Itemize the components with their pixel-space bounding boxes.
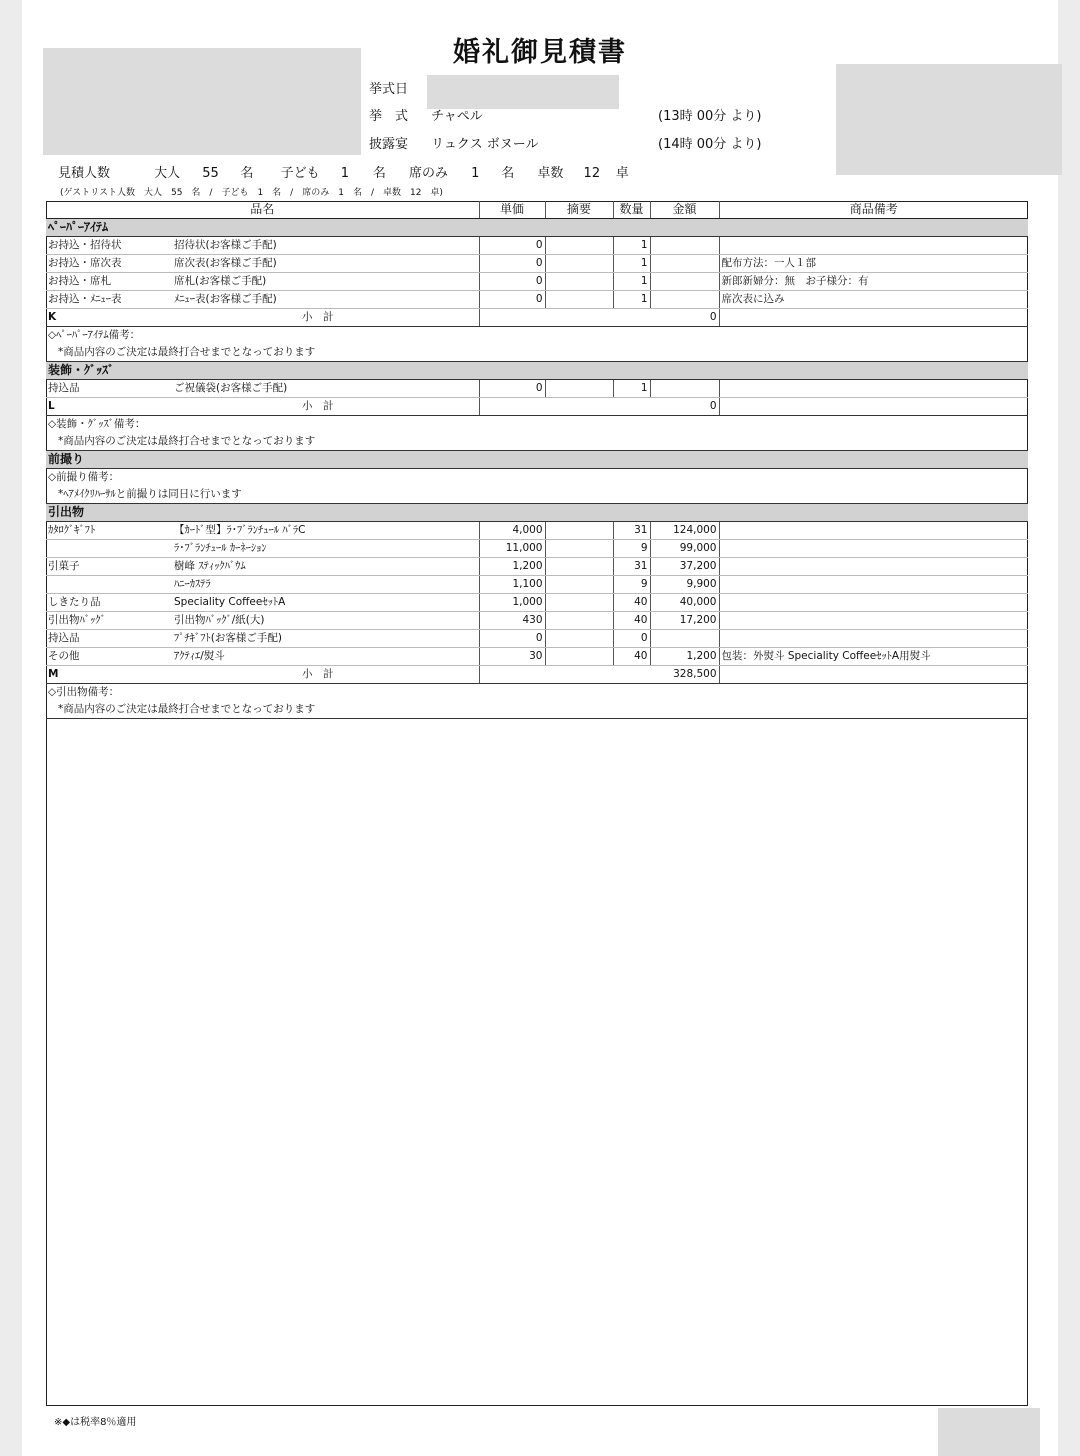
section-title: 装飾・ｸﾞｯｽﾞ bbox=[46, 362, 1028, 380]
section-note-title-row bbox=[46, 416, 1028, 434]
subtotal-note-cell bbox=[719, 309, 1028, 327]
amount-cell bbox=[650, 630, 719, 648]
item-name: 席札(お客様ご手配) bbox=[174, 275, 267, 287]
tax-footnote: ※◆は税率8％適用 bbox=[54, 1417, 137, 1428]
amount-cell bbox=[650, 255, 719, 273]
item-category: 引菓子 bbox=[48, 560, 80, 572]
subtotal-code: L bbox=[48, 400, 55, 412]
amount-cell: 40,000 bbox=[650, 594, 719, 612]
unit-price-cell: 1,200 bbox=[479, 558, 545, 576]
item-name: 席次表(お客様ご手配) bbox=[174, 257, 277, 269]
child-unit: 名 bbox=[372, 166, 386, 181]
guest-list-summary: (ゲストリスト人数 大人 55 名 / 子ども 1 名 / 席のみ 1 名 / 卓数 12 卓) bbox=[60, 188, 443, 198]
reception-time: (14時 00分 より) bbox=[658, 137, 762, 152]
item-category: ｶﾀﾛｸﾞｷﾞﾌﾄ bbox=[48, 524, 96, 536]
section-note-title-row bbox=[46, 469, 1028, 487]
product-note-cell: 新郎新婦分：無 お子様分：有 bbox=[719, 273, 1028, 291]
item-category: お持込・招待状 bbox=[48, 239, 122, 251]
item-category: 持込品 bbox=[48, 632, 80, 644]
quantity-cell: 9 bbox=[613, 576, 650, 594]
summary-cell bbox=[545, 612, 613, 630]
wedding-date-row bbox=[369, 78, 408, 97]
subtotal-row-decor bbox=[46, 398, 1028, 416]
item-category: 持込品 bbox=[48, 382, 80, 394]
subtotal-label-cell bbox=[46, 398, 479, 416]
item-name: 招待状(お客様ご手配) bbox=[174, 239, 277, 251]
section-header-paper bbox=[46, 219, 1028, 237]
subtotal-label: 小 計 bbox=[302, 400, 334, 412]
ceremony-time: (13時 00分 より) bbox=[658, 109, 762, 124]
summary-cell bbox=[545, 273, 613, 291]
reception-venue: リュクス ボヌール bbox=[431, 137, 539, 152]
col-unit-price: 単価 bbox=[479, 201, 545, 219]
item-cell bbox=[46, 558, 479, 576]
product-note-cell bbox=[719, 612, 1028, 630]
subtotal-code: M bbox=[48, 668, 59, 680]
product-note-cell bbox=[719, 576, 1028, 594]
section-note-title: ◇装飾・ｸﾞｯｽﾞ備考： bbox=[48, 418, 146, 430]
subtotal-note-cell bbox=[719, 666, 1028, 684]
item-category: その他 bbox=[48, 650, 80, 662]
table-header-row bbox=[46, 201, 1028, 219]
quantity-cell: 31 bbox=[613, 558, 650, 576]
section-note-text: *ﾍｱﾒｲｸﾘﾊｰｻﾙと前撮りは同日に行います bbox=[46, 486, 1028, 504]
amount-cell: 124,000 bbox=[650, 522, 719, 540]
item-cell bbox=[46, 594, 479, 612]
item-name: ｱｸﾃｨｴ/熨斗 bbox=[174, 650, 225, 662]
amount-cell: 1,200 bbox=[650, 648, 719, 666]
subtotal-value: 0 bbox=[479, 309, 719, 327]
product-note-cell: 包装：外熨斗 Speciality CoffeeｾｯﾄA用熨斗 bbox=[719, 648, 1028, 666]
unit-price-cell: 4,000 bbox=[479, 522, 545, 540]
table-count: 12 bbox=[583, 166, 601, 181]
ceremony-label: 挙 式 bbox=[369, 109, 409, 124]
amount-cell: 9,900 bbox=[650, 576, 719, 594]
unit-price-cell: 0 bbox=[479, 255, 545, 273]
product-note-cell bbox=[719, 540, 1028, 558]
item-cell bbox=[46, 522, 479, 540]
section-title: 引出物 bbox=[46, 504, 1028, 522]
col-product-note: 商品備考 bbox=[719, 201, 1028, 219]
col-quantity: 数量 bbox=[613, 201, 650, 219]
table-row bbox=[46, 612, 1028, 630]
seat-only-label: 席のみ bbox=[408, 166, 448, 181]
col-summary: 摘要 bbox=[545, 201, 613, 219]
section-note-text-row bbox=[46, 344, 1028, 362]
subtotal-value: 0 bbox=[479, 398, 719, 416]
unit-price-cell: 0 bbox=[479, 237, 545, 255]
unit-price-cell: 0 bbox=[479, 630, 545, 648]
item-cell bbox=[46, 630, 479, 648]
item-cell bbox=[46, 255, 479, 273]
subtotal-row-paper bbox=[46, 309, 1028, 327]
summary-cell bbox=[545, 380, 613, 398]
redacted-block-right bbox=[836, 64, 1062, 175]
estimate-table bbox=[46, 201, 1028, 719]
item-cell bbox=[46, 273, 479, 291]
table-count-label: 卓数 bbox=[537, 166, 564, 181]
table-row bbox=[46, 255, 1028, 273]
item-cell bbox=[46, 540, 479, 558]
redacted-block-footer bbox=[938, 1408, 1040, 1456]
section-note-text-row bbox=[46, 701, 1028, 719]
subtotal-label: 小 計 bbox=[302, 668, 334, 680]
amount-cell bbox=[650, 380, 719, 398]
section-title: 前撮り bbox=[46, 451, 1028, 469]
item-category: しきたり品 bbox=[48, 596, 101, 608]
item-name: ﾊﾆｰｶｽﾃﾗ bbox=[174, 578, 211, 590]
section-note-title: ◇引出物備考： bbox=[48, 686, 120, 698]
quantity-cell: 9 bbox=[613, 540, 650, 558]
unit-price-cell: 0 bbox=[479, 291, 545, 309]
subtotal-label-cell bbox=[46, 666, 479, 684]
amount-cell: 17,200 bbox=[650, 612, 719, 630]
product-note-cell bbox=[719, 558, 1028, 576]
summary-cell bbox=[545, 237, 613, 255]
seat-only-count: 1 bbox=[471, 166, 480, 181]
item-category: 引出物ﾊﾞｯｸﾞ bbox=[48, 614, 106, 626]
reception-label: 披露宴 bbox=[369, 137, 409, 152]
section-note-title: ◇ﾍﾟｰﾊﾟｰｱｲﾃﾑ備考： bbox=[48, 329, 141, 341]
summary-cell bbox=[545, 630, 613, 648]
ceremony-row bbox=[369, 105, 661, 124]
adult-label: 大人 bbox=[154, 166, 181, 181]
item-category: お持込・席札 bbox=[48, 275, 111, 287]
product-note-cell bbox=[719, 522, 1028, 540]
item-cell bbox=[46, 648, 479, 666]
product-note-cell: 配布方法：一人１部 bbox=[719, 255, 1028, 273]
adult-unit: 名 bbox=[240, 166, 254, 181]
table-row bbox=[46, 576, 1028, 594]
unit-price-cell: 430 bbox=[479, 612, 545, 630]
section-note-text-row bbox=[46, 433, 1028, 451]
guest-count-label: 見積人数 bbox=[58, 166, 111, 181]
summary-cell bbox=[545, 522, 613, 540]
quantity-cell: 1 bbox=[613, 273, 650, 291]
product-note-cell bbox=[719, 594, 1028, 612]
unit-price-cell: 1,000 bbox=[479, 594, 545, 612]
item-name: ご祝儀袋(お客様ご手配) bbox=[174, 382, 288, 394]
summary-cell bbox=[545, 558, 613, 576]
quantity-cell: 40 bbox=[613, 594, 650, 612]
item-name: 【ｶｰﾄﾞ型】ﾗ･ﾌﾞﾗﾝﾁｭｰﾙ ﾊﾞﾗC bbox=[174, 524, 306, 536]
wedding-date-label: 挙式日 bbox=[369, 82, 409, 97]
ceremony-venue: チャペル bbox=[431, 109, 483, 124]
redacted-block-date bbox=[427, 75, 619, 109]
item-cell bbox=[46, 291, 479, 309]
item-cell bbox=[46, 380, 479, 398]
item-name: ﾒﾆｭｰ表(お客様ご手配) bbox=[174, 293, 277, 305]
subtotal-label-cell bbox=[46, 309, 479, 327]
section-note-title: ◇前撮り備考： bbox=[48, 471, 120, 483]
item-name: ﾗ･ﾌﾞﾗﾝﾁｭｰﾙ ｶｰﾈｰｼｮﾝ bbox=[174, 542, 267, 554]
subtotal-value: 328,500 bbox=[479, 666, 719, 684]
amount-cell bbox=[650, 237, 719, 255]
product-note-cell bbox=[719, 380, 1028, 398]
item-cell bbox=[46, 237, 479, 255]
section-note-title-row bbox=[46, 327, 1028, 345]
summary-cell bbox=[545, 291, 613, 309]
reception-row bbox=[369, 133, 661, 152]
unit-price-cell: 11,000 bbox=[479, 540, 545, 558]
col-item-name: 品名 bbox=[46, 201, 479, 219]
subtotal-note-cell bbox=[719, 398, 1028, 416]
table-row bbox=[46, 630, 1028, 648]
table-row bbox=[46, 237, 1028, 255]
quantity-cell: 0 bbox=[613, 630, 650, 648]
item-name: ﾌﾟﾁｷﾞﾌﾄ(お客様ご手配) bbox=[174, 632, 282, 644]
seat-only-unit: 名 bbox=[501, 166, 515, 181]
table-count-unit: 卓 bbox=[615, 166, 629, 181]
unit-price-cell: 0 bbox=[479, 380, 545, 398]
summary-cell bbox=[545, 576, 613, 594]
section-header-gifts bbox=[46, 504, 1028, 522]
subtotal-code: K bbox=[48, 311, 57, 323]
section-note-text: *商品内容のご決定は最終打合せまでとなっております bbox=[46, 433, 1028, 451]
section-note-text: *商品内容のご決定は最終打合せまでとなっております bbox=[46, 344, 1028, 362]
product-note-cell bbox=[719, 630, 1028, 648]
summary-cell bbox=[545, 540, 613, 558]
item-name: Speciality CoffeeｾｯﾄA bbox=[174, 596, 286, 608]
unit-price-cell: 30 bbox=[479, 648, 545, 666]
table-row bbox=[46, 291, 1028, 309]
summary-cell bbox=[545, 648, 613, 666]
section-header-prephoto bbox=[46, 451, 1028, 469]
quantity-cell: 40 bbox=[613, 648, 650, 666]
quantity-cell: 1 bbox=[613, 255, 650, 273]
product-note-cell bbox=[719, 237, 1028, 255]
product-note-cell: 席次表に込み bbox=[719, 291, 1028, 309]
subtotal-row-gifts bbox=[46, 666, 1028, 684]
child-count: 1 bbox=[340, 166, 349, 181]
amount-cell bbox=[650, 273, 719, 291]
table-row bbox=[46, 648, 1028, 666]
guest-count-row bbox=[58, 162, 629, 181]
unit-price-cell: 1,100 bbox=[479, 576, 545, 594]
summary-cell bbox=[545, 255, 613, 273]
amount-cell: 99,000 bbox=[650, 540, 719, 558]
section-note-text: *商品内容のご決定は最終打合せまでとなっております bbox=[46, 701, 1028, 719]
amount-cell bbox=[650, 291, 719, 309]
table-row bbox=[46, 594, 1028, 612]
summary-cell bbox=[545, 594, 613, 612]
table-row bbox=[46, 558, 1028, 576]
quantity-cell: 1 bbox=[613, 237, 650, 255]
table-row bbox=[46, 273, 1028, 291]
quantity-cell: 31 bbox=[613, 522, 650, 540]
item-category: お持込・ﾒﾆｭｰ表 bbox=[48, 293, 122, 305]
item-category: お持込・席次表 bbox=[48, 257, 122, 269]
page-title: 婚礼御見積書 bbox=[453, 37, 627, 68]
quantity-cell: 1 bbox=[613, 380, 650, 398]
quantity-cell: 1 bbox=[613, 291, 650, 309]
section-title: ﾍﾟｰﾊﾟｰｱｲﾃﾑ bbox=[46, 219, 1028, 237]
unit-price-cell: 0 bbox=[479, 273, 545, 291]
item-name: 引出物ﾊﾞｯｸﾞ/紙(大) bbox=[174, 614, 265, 626]
adult-count: 55 bbox=[202, 166, 219, 181]
child-label: 子ども bbox=[280, 166, 320, 181]
item-name: 樹峰 ｽﾃｨｯｸﾊﾞｳﾑ bbox=[174, 560, 246, 572]
table-row bbox=[46, 380, 1028, 398]
table-row bbox=[46, 522, 1028, 540]
col-amount: 金額 bbox=[650, 201, 719, 219]
subtotal-label: 小 計 bbox=[302, 311, 334, 323]
table-row bbox=[46, 540, 1028, 558]
section-header-decor bbox=[46, 362, 1028, 380]
item-cell bbox=[46, 576, 479, 594]
section-note-text-row bbox=[46, 486, 1028, 504]
item-cell bbox=[46, 612, 479, 630]
quantity-cell: 40 bbox=[613, 612, 650, 630]
amount-cell: 37,200 bbox=[650, 558, 719, 576]
section-note-title-row bbox=[46, 684, 1028, 702]
